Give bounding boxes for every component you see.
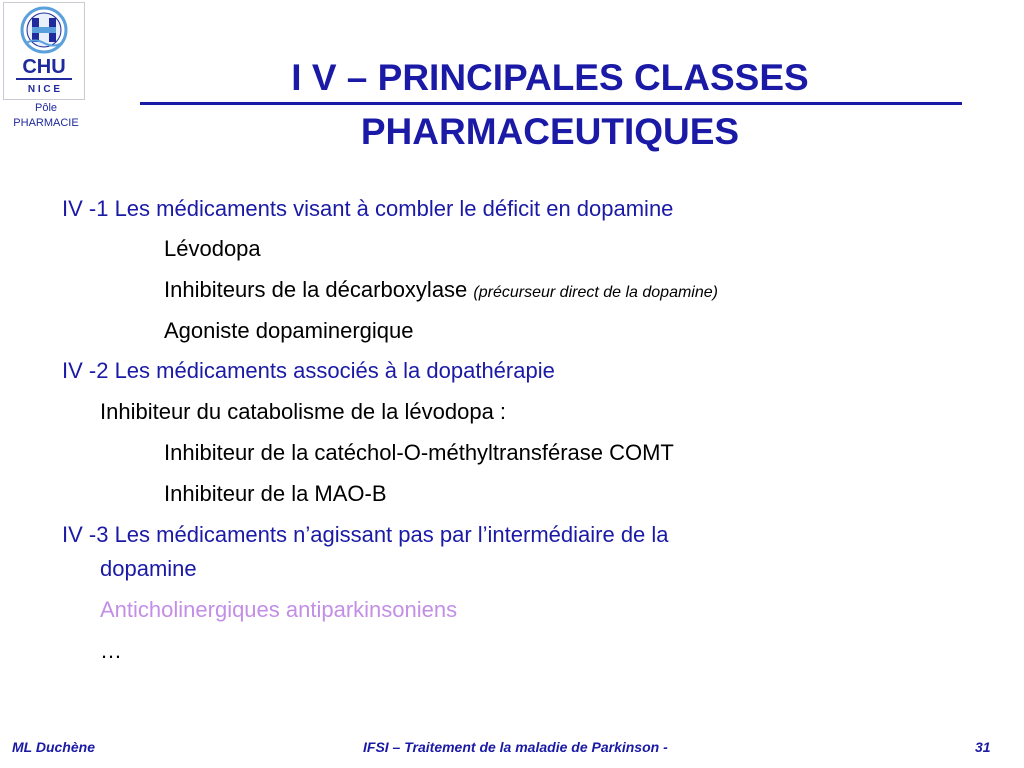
section-1-item-1: Lévodopa: [164, 236, 261, 261]
logo-brand-text: CHU: [22, 56, 66, 78]
slide-title-line2: PHARMACEUTIQUES: [360, 111, 740, 152]
title-divider: [140, 102, 962, 105]
section-2-heading: IV -2 Les médicaments associés à la dopathérapie: [62, 358, 555, 383]
section-1-item-3: Agoniste dopaminergique: [164, 318, 414, 343]
section-1-item-2-note: (précurseur direct de la dopamine): [473, 284, 718, 301]
footer-course: IFSI – Traitement de la maladie de Parkinson -: [363, 739, 668, 755]
section-1-item-2: [164, 276, 718, 307]
chu-nice-logo: [3, 2, 85, 100]
section-3-ellipsis: …: [100, 638, 122, 663]
section-3-item: Anticholinergiques antiparkinsoniens: [100, 597, 458, 622]
section-2-item-1: Inhibiteur de la catéchol-O-méthyltransférase COMT: [164, 440, 674, 465]
chu-logo-icon: [4, 3, 84, 99]
footer-page-number: 31: [975, 739, 991, 755]
pole-line2: PHARMACIE: [13, 117, 79, 129]
section-1-heading: IV -1 Les médicaments visant à combler le déficit en dopamine: [62, 196, 674, 221]
section-3-heading-line1: IV -3 Les médicaments n’agissant pas par l’intermédiaire de la: [62, 522, 669, 547]
section-2-item-2: Inhibiteur de la MAO-B: [164, 481, 387, 506]
footer-author: ML Duchène: [12, 739, 95, 755]
slide-title-line1: I V – PRINCIPALES CLASSES: [291, 57, 809, 98]
pole-line1: Pôle: [34, 102, 58, 114]
section-3-heading-line2: dopamine: [100, 556, 197, 581]
section-1-item-2-text: Inhibiteurs de la décarboxylase: [164, 277, 468, 302]
logo-city-text: N I C E: [27, 84, 61, 95]
pole-label: [0, 101, 92, 131]
section-2-subheading: Inhibiteur du catabolisme de la lévodopa :: [100, 399, 507, 424]
